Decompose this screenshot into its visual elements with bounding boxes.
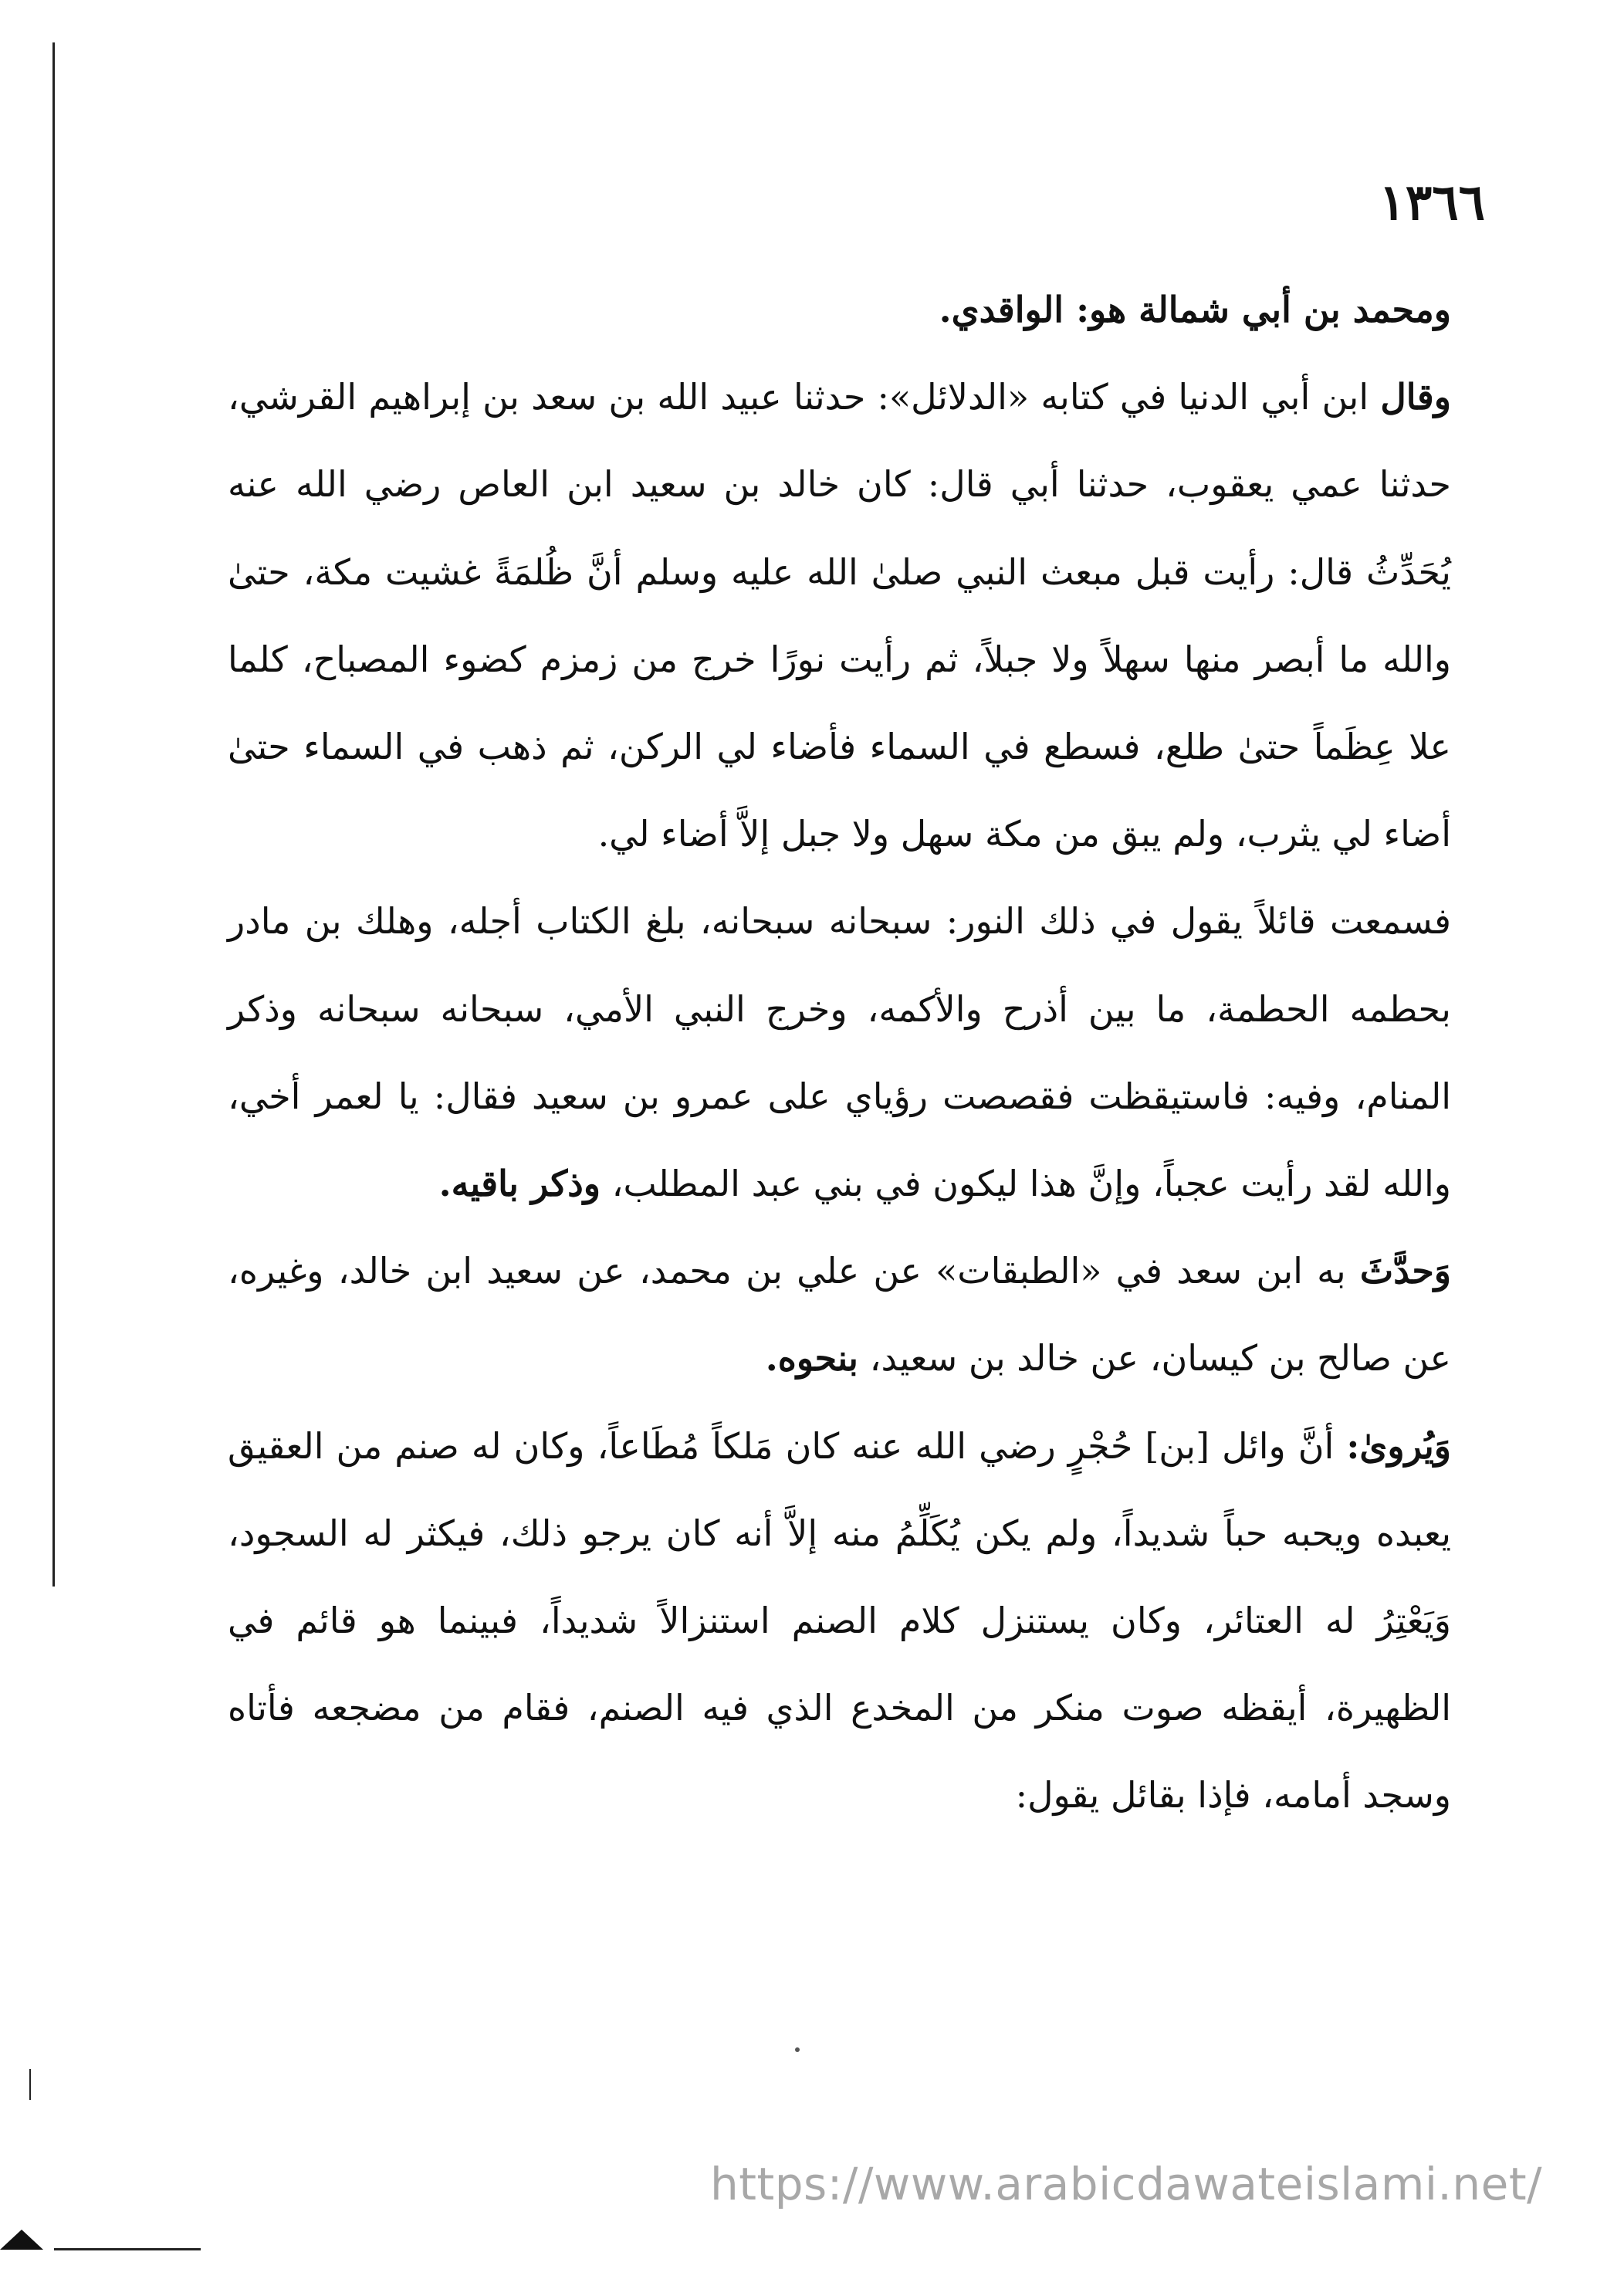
paragraph-4-text: به ابن سعد في «الطبقات» عن علي بن محمد، عن سعيد ابن خالد، وغيره، عن صالح بن كيسان، عن خالد بن سعيد،: [228, 1250, 1451, 1380]
paragraph-2: [228, 354, 1451, 878]
scan-bottom-rule: [54, 2248, 201, 2250]
paragraph-2-text: ابن أبي الدنيا في كتابه «الدلائل»: حدثنا عبيد الله بن سعد بن إبراهيم القرشي، حدثنا عمي يعقوب، حدثنا أبي قال: كان خالد بن سعيد ابن العاص رضي الله عنه يُحَدِّثُ قال: رأيت قبل مبعث النبي صلىٰ الله عليه وسلم أنَّ ظُلمَةً غشيت مكة، حتىٰ والله ما أبصر منها سهلاً ولا جبلاً، ثم رأيت نورًا خرج من زمزم كضوء المصباح، كلما علا عِظَماً حتىٰ طلع، فسطع في السماء فأضاء لي الركن، ثم ذهب في السماء حتىٰ أضاء لي يثرب، ولم يبق من مكة سهل ولا جبل إلاَّ أضاء لي.: [228, 376, 1451, 855]
paragraph-4: [228, 1228, 1451, 1402]
paragraph-5-text: أنَّ وائل [بن] حُجْرٍ رضي الله عنه كان مَلكاً مُطَاعاً، وكان له صنم من العقيق يعبده ويحبه حباً شديداً، ولم يكن يُكَلِّمُ منه إلاَّ أنه كان يرجو ذلك، فيكثر له السجود، وَيَعْتِرُ له العتائر، وكان يستنزل كلام الصنم استنزالاً شديداً، فبينما هو قائم في الظهيرة، أيقظه صوت منكر من المخدع الذي فيه الصنم، فقام من مضجعه فأتاه وسجد أمامه، فإذا بقائل يقول:: [228, 1424, 1451, 1817]
paragraph-4-lead: وَحدَّثَ: [1359, 1250, 1451, 1292]
body-text: [228, 266, 1451, 1840]
scan-margin-mark: [29, 2069, 31, 2100]
paragraph-5-lead: وَيُروىٰ:: [1346, 1424, 1451, 1467]
paragraph-1: [228, 266, 1451, 354]
paragraph-2-lead: وقال: [1380, 376, 1451, 418]
paragraph-4-tail: بنحوه.: [765, 1337, 858, 1380]
scan-speck: [795, 2047, 800, 2052]
paragraph-3-tail: وذكر باقيه.: [438, 1163, 601, 1205]
paragraph-5: [228, 1403, 1451, 1840]
paragraph-3: [228, 878, 1451, 1228]
page-number: ١٣٦٦: [1379, 174, 1485, 232]
watermark-url: https://www.arabicdawateislami.net/: [710, 2158, 1543, 2210]
paragraph-1-text: ومحمد بن أبي شمالة هو: الواقدي.: [939, 289, 1451, 330]
triangle-icon: [0, 2230, 43, 2250]
paragraph-3-text: فسمعت قائلاً يقول في ذلك النور: سبحانه سبحانه، بلغ الكتاب أجله، وهلك بن مادر بحطمه الحطمة، ما بين أذرح والأكمه، وخرج النبي الأمي، سبحانه سبحانه وذكر المنام، وفيه: فاستيقظت فقصصت رؤياي على عمرو بن سعيد فقال: يا لعمر أخي، والله لقد رأيت عجباً، وإنَّ هذا ليكون في بني عبد المطلب،: [228, 900, 1451, 1205]
scan-margin-rule: [52, 42, 55, 1587]
